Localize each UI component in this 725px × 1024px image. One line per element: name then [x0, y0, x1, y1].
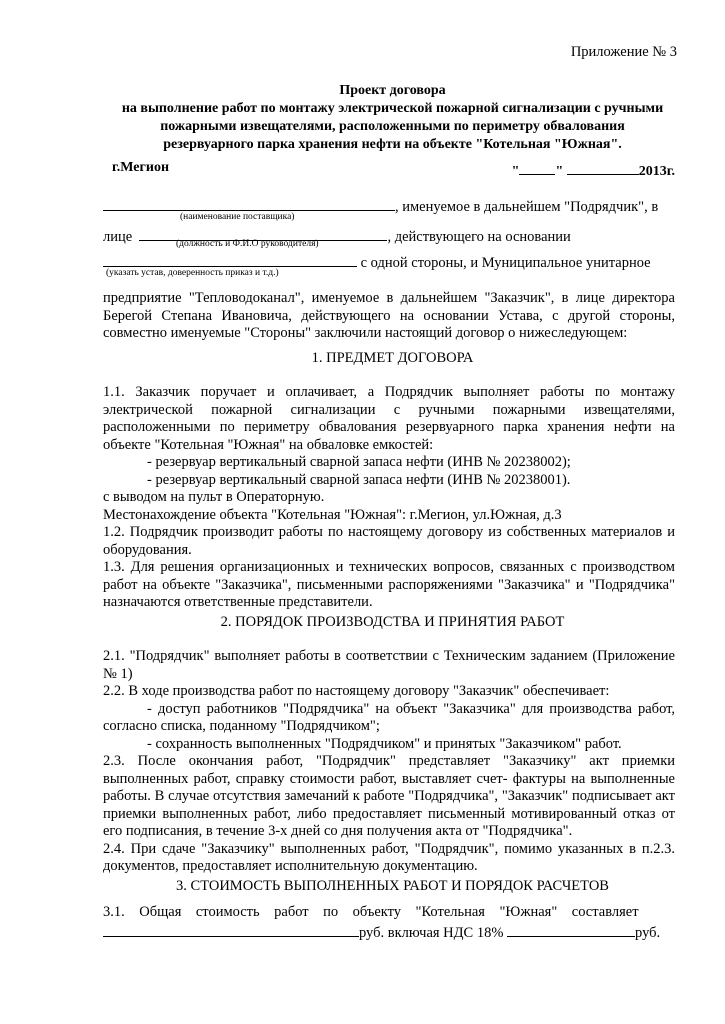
date-year: 2013г. [638, 164, 675, 179]
clause-3-1-line-1: 3.1. Общая стоимость работ по объекту "Котельная "Южная" составляет [103, 904, 639, 920]
date-close-quote: " [555, 164, 564, 179]
contract-title [100, 82, 685, 154]
clause-1-1-item-1: - резервуар вертикальный сварной запаса нефти (ИНВ № 20238002); [147, 454, 571, 470]
parties-line-2-text: , действующего на основании [387, 229, 571, 245]
title-line-4: резервуарного парка хранения нефти на объекте "Котельная "Южная". [163, 137, 622, 152]
parties-text: предприятие "Тепловодоканал", именуемое в дальнейшем "Заказчик", в лице директора Берегой Степана Ивановича, действующего на основании Устава, с другой стороны, совместно именуемые "Стороны" заключили настоящий договор о нижеследующем: [103, 290, 675, 341]
clause-3-1-vat-text: руб. включая НДС 18% [359, 925, 504, 941]
date-open-quote: " [511, 164, 520, 179]
clause-2-2: 2.2. В ходе производства работ по настоящему договору "Заказчик" обеспечивает: [103, 683, 610, 699]
object-location: Местонахождение объекта "Котельная "Южная": г.Мегион, ул.Южная, д.3 [103, 506, 562, 523]
clause-2-2-item-2: - сохранность выполненных "Подрядчиком" и принятых "Заказчиком" работ. [147, 735, 622, 752]
clause-1-1-tail: с выводом на пульт в Операторную. [103, 489, 325, 505]
clause-1-3: 1.3. Для решения организационных и технических вопросов, связанных с производством работ на объекте "Заказчика", письменными распоряжениями "Заказчика" и "Подрядчика" назначаются ответственные представители. [103, 559, 675, 610]
basis-blank [103, 252, 357, 267]
clause-1-2: 1.2. Подрядчик производит работы по настоящему договору из собственных материалов и оборудования. [103, 524, 675, 558]
section-1-body [103, 384, 675, 612]
total-cost-blank [103, 922, 359, 937]
parties-line-2-prefix: лице [103, 229, 133, 245]
month-blank [567, 160, 639, 175]
clause-2-2-item-1-cont: согласно списка, поданному "Подрядчиком"; [103, 718, 380, 734]
annex-label: Приложение № 3 [570, 44, 677, 60]
section-2-heading: 2. ПОРЯДОК ПРОИЗВОДСТВА И ПРИНЯТИЯ РАБОТ [220, 614, 565, 630]
parties-line-1-text: , именуемое в дальнейшем "Подрядчик", в [395, 199, 659, 215]
caption-basis: (указать устав, доверенность приказ и т.д.) [106, 268, 279, 278]
clause-3-1-currency: руб. [635, 925, 661, 941]
section-1-heading: 1. ПРЕДМЕТ ДОГОВОРА [311, 350, 474, 366]
contract-date [512, 160, 675, 180]
caption-representative: (должность и Ф.И.О руководителя) [176, 239, 319, 249]
vat-amount-blank [507, 922, 635, 937]
section-3-heading: 3. СТОИМОСТЬ ВЫПОЛНЕННЫХ РАБОТ И ПОРЯДОК РАСЧЕТОВ [176, 878, 609, 894]
contractor-name-blank [103, 196, 395, 211]
clause-1-1-item-2: - резервуар вертикальный сварной запаса нефти (ИНВ № 20238001). [147, 471, 571, 488]
clause-2-2-item-1: - доступ работников "Подрядчика" на объект "Заказчика" для производства работ, [147, 700, 675, 717]
parties-paragraph [103, 290, 675, 343]
title-line-2: на выполнение работ по монтажу электрической пожарной сигнализации с ручными [121, 101, 664, 116]
clause-2-1: 2.1. "Подрядчик" выполняет работы в соответствии с Техническим заданием (Приложение № 1) [103, 648, 675, 682]
clause-3-1-line-2 [103, 922, 660, 942]
clause-1-1: 1.1. Заказчик поручает и оплачивает, а Подрядчик выполняет работы по монтажу электрической пожарной сигнализации с ручными пожарными извещателями, расположенными по периметру обвалования резервуарного парка хранения нефти на объекте "Котельная "Южная" на обваловке емкостей: [103, 384, 675, 453]
clause-2-4: 2.4. При сдаче "Заказчику" выполненных работ, "Подрядчик", помимо указанных в п.2.3. документов, предоставляет исполнительную документацию. [103, 840, 675, 874]
section-2-body [103, 648, 675, 876]
caption-contractor-name: (наименование поставщика) [180, 212, 295, 222]
day-blank [519, 160, 555, 175]
parties-line-3-text: с одной стороны, и Муниципальное унитарное [360, 255, 651, 271]
clause-2-3: 2.3. После окончания работ, "Подрядчик" представляет "Заказчику" акт приемки выполненных работ, справку стоимости работ, выставляет счет- фактуры на выполненные работы. В случае отсутствия замечаний к работе "Подрядчика", "Заказчик" подписывает акт приемки выполненных работ, либо предоставляет письменный мотивированный отказ от его подписания, в течение 3-х дней со дня получения акта от "Подрядчика". [103, 753, 675, 839]
title-line-1: Проект договора [339, 83, 446, 98]
parties-line-2 [103, 226, 571, 246]
title-line-3: пожарными извещателями, расположенными по периметру обвалования [160, 119, 625, 134]
contract-place: г.Мегион [112, 160, 170, 175]
